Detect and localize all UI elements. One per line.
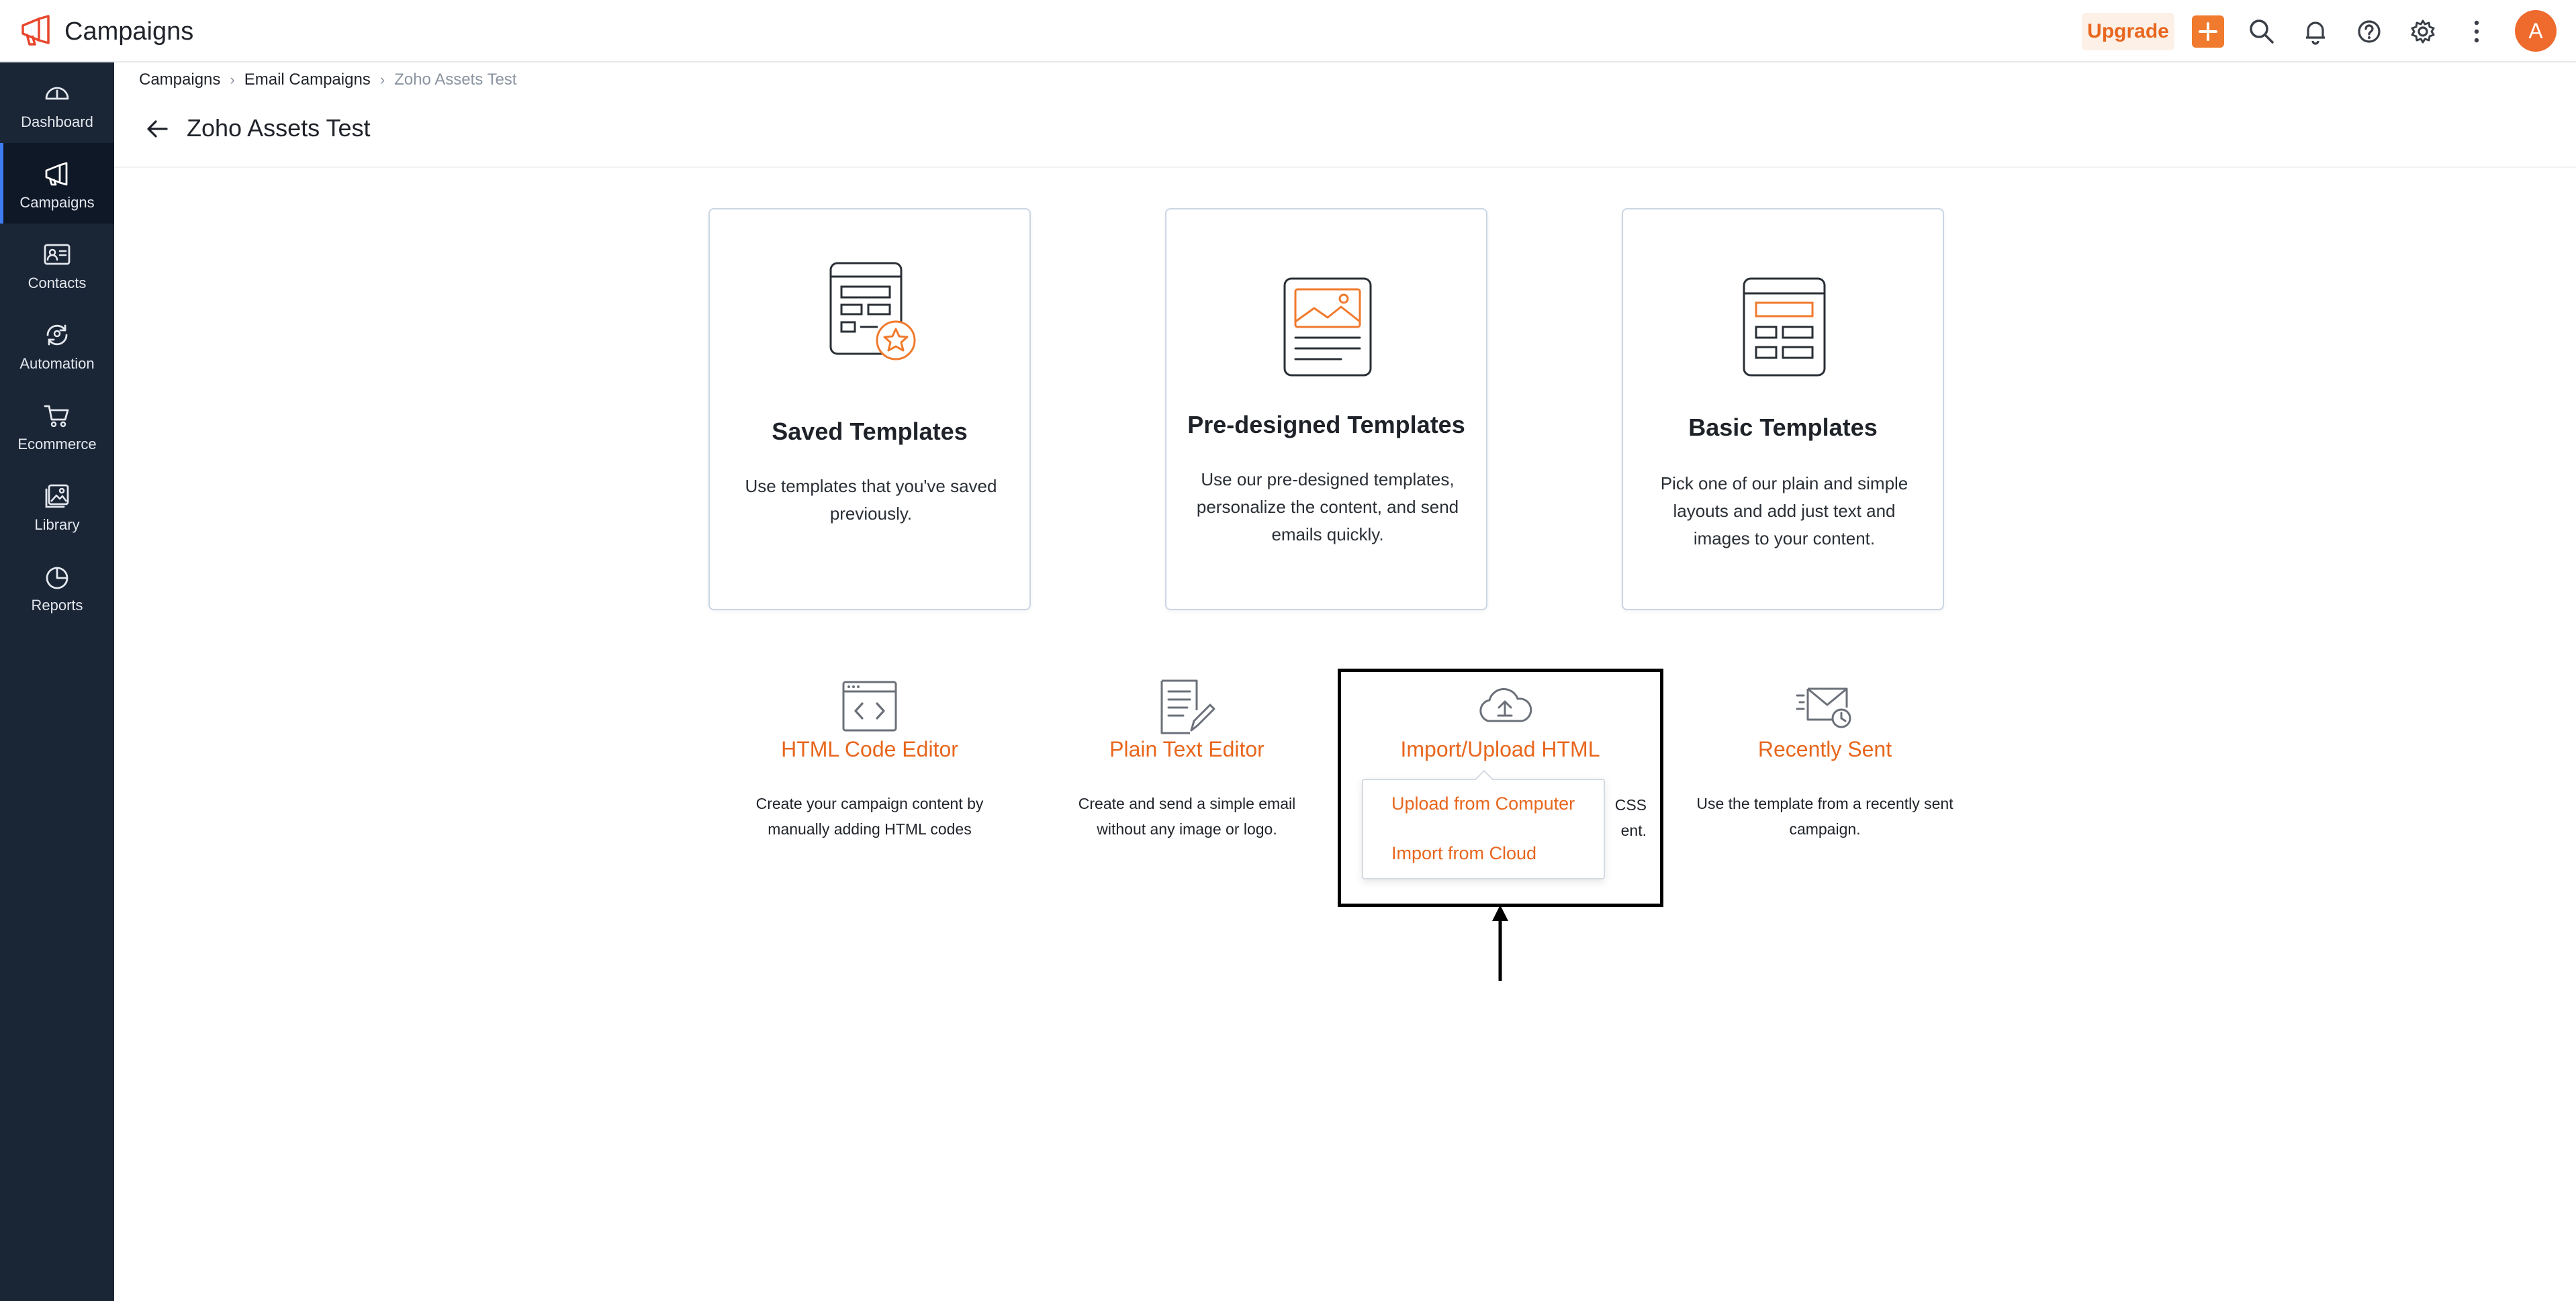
recently-sent-icon xyxy=(1794,677,1855,737)
card-description: Pick one of our plain and simple layouts and add just text and images to your content. xyxy=(1660,473,1908,548)
basic-template-icon xyxy=(1731,273,1838,381)
app-title: Campaigns xyxy=(64,17,194,46)
card-description: Use templates that you've saved previously. xyxy=(745,476,997,524)
html-code-editor-option[interactable] xyxy=(732,671,1007,846)
megaphone-logo-icon[interactable] xyxy=(19,13,55,50)
gear-icon[interactable] xyxy=(2407,16,2438,47)
card-description: Use our pre-designed templates, personalize the content, and send emails quickly. xyxy=(1196,469,1459,544)
import-dropdown-menu xyxy=(1362,779,1605,879)
predesigned-templates-card[interactable] xyxy=(1165,208,1487,610)
search-icon[interactable] xyxy=(2246,16,2277,47)
option-description-partial: ent. xyxy=(1620,822,1647,839)
saved-templates-card[interactable] xyxy=(708,208,1031,610)
top-bar xyxy=(0,0,2576,62)
contact-card-icon xyxy=(42,240,72,269)
sidebar xyxy=(0,62,114,1301)
option-title: Import/Upload HTML xyxy=(1400,737,1600,761)
help-icon[interactable] xyxy=(2354,16,2385,47)
breadcrumb-current: Zoho Assets Test xyxy=(394,70,517,89)
sidebar-item-library[interactable] xyxy=(0,465,114,546)
breadcrumb xyxy=(139,70,516,90)
sidebar-item-label: Reports xyxy=(31,597,83,614)
basic-templates-card[interactable] xyxy=(1622,208,1944,610)
sidebar-item-label: Ecommerce xyxy=(17,436,97,452)
automation-icon xyxy=(42,320,72,350)
header-divider xyxy=(114,166,2576,168)
more-options-icon[interactable] xyxy=(2461,16,2492,47)
plus-icon xyxy=(2192,15,2224,48)
sidebar-item-ecommerce[interactable] xyxy=(0,385,114,465)
plain-text-icon xyxy=(1156,677,1217,737)
recently-sent-option[interactable] xyxy=(1689,671,1961,846)
option-title: Recently Sent xyxy=(1757,737,1892,761)
option-description-partial: CSS xyxy=(1614,796,1647,814)
option-description: Use the template from a recently sent campaign. xyxy=(1696,795,1953,838)
card-title: Basic Templates xyxy=(1688,414,1878,441)
sidebar-item-dashboard[interactable] xyxy=(0,62,114,143)
sidebar-item-label: Campaigns xyxy=(19,194,95,211)
gauge-icon xyxy=(42,79,72,108)
chevron-right-icon: › xyxy=(379,71,385,88)
code-editor-icon xyxy=(839,677,900,737)
sidebar-item-label: Automation xyxy=(19,355,95,372)
chevron-right-icon: › xyxy=(230,71,235,88)
back-arrow-icon[interactable] xyxy=(144,115,171,142)
sidebar-item-contacts[interactable] xyxy=(0,224,114,304)
breadcrumb-item-email-campaigns[interactable]: Email Campaigns xyxy=(244,70,371,89)
arrow-up-icon xyxy=(1487,904,1514,981)
option-title: HTML Code Editor xyxy=(781,737,958,761)
cart-icon xyxy=(42,401,72,430)
sidebar-item-reports[interactable] xyxy=(0,546,114,626)
option-description: Create your campaign content by manually adding HTML codes xyxy=(755,795,984,838)
sidebar-item-automation[interactable] xyxy=(0,304,114,385)
breadcrumb-item-campaigns[interactable]: Campaigns xyxy=(139,70,221,89)
page-title: Zoho Assets Test xyxy=(187,114,371,142)
user-avatar[interactable]: A xyxy=(2515,10,2557,52)
pie-chart-icon xyxy=(42,562,72,591)
megaphone-icon xyxy=(42,159,72,189)
sidebar-item-label: Contacts xyxy=(28,275,87,291)
option-description: Create and send a simple email without any image or logo. xyxy=(1078,795,1296,838)
sidebar-item-label: Library xyxy=(34,516,80,533)
option-title: Plain Text Editor xyxy=(1109,737,1264,761)
card-title: Saved Templates xyxy=(772,418,968,445)
saved-template-icon xyxy=(817,256,925,364)
sidebar-item-label: Dashboard xyxy=(21,113,93,130)
sidebar-item-campaigns[interactable] xyxy=(0,143,114,224)
import-from-cloud-item[interactable]: Import from Cloud xyxy=(1391,843,1537,863)
image-library-icon xyxy=(42,481,72,511)
bell-icon[interactable] xyxy=(2300,16,2331,47)
upload-from-computer-item[interactable]: Upload from Computer xyxy=(1391,793,1575,814)
upgrade-button[interactable]: Upgrade xyxy=(2082,13,2174,50)
predesigned-template-icon xyxy=(1274,273,1381,381)
plain-text-editor-option[interactable] xyxy=(1061,671,1313,846)
add-button[interactable] xyxy=(2192,15,2224,48)
card-title: Pre-designed Templates xyxy=(1187,411,1465,438)
